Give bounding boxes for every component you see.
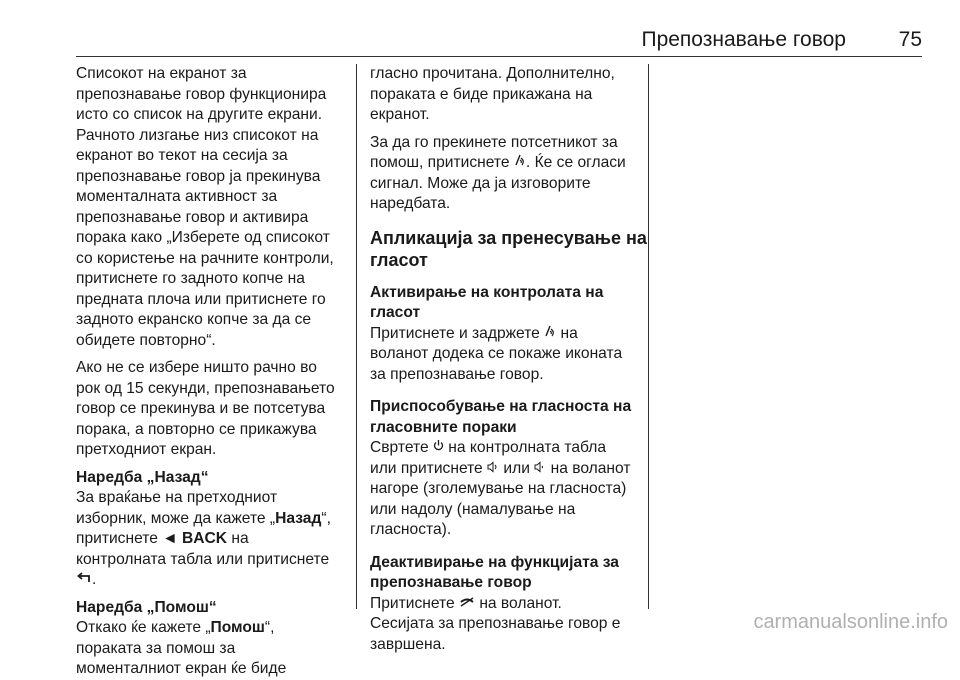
text-span: на контролната табла (443, 439, 606, 456)
text-line: гласноста). (370, 521, 452, 538)
help-command-heading: Наредба „Помош“ (76, 598, 217, 616)
text-line: воланот додека се покаже иконата (370, 345, 623, 362)
voice-icon (514, 153, 526, 174)
paragraph (76, 358, 352, 461)
activate-heading (370, 283, 646, 324)
text-span: притиснете (76, 530, 163, 547)
keyword-back: Назад (275, 509, 322, 527)
text-line: нагоре (зголемување на гласноста) (370, 480, 627, 497)
text-line (370, 153, 646, 174)
text-span: Откако ќе кажете „ (76, 619, 211, 636)
text-line: екранот во текот на сесија за (76, 147, 288, 164)
back-command-heading: Наредба „Назад“ (76, 468, 209, 486)
text-line: завршена. (370, 635, 446, 653)
text-line: порака како „Изберете од списокот (76, 229, 330, 246)
back-arrow-icon (76, 570, 92, 591)
text-span: на (556, 324, 578, 342)
heading-line: гласот (370, 249, 428, 270)
heading-line: Апликација за пренесување на (370, 227, 647, 248)
text-span: . Ќе се огласи (525, 154, 626, 171)
text-span: помош, притиснете (370, 154, 514, 171)
text-line (370, 594, 646, 615)
paragraph (76, 64, 352, 351)
column-divider (356, 64, 357, 609)
text-line: наредбата. (370, 195, 451, 212)
paragraph (370, 594, 646, 656)
text-span: Притиснете и задржете (370, 324, 545, 342)
text-line: обидете повторно“. (76, 331, 216, 349)
volume-up-icon (487, 459, 499, 480)
text-line: моменталниот екран ќе биде (76, 660, 287, 677)
text-line: препознавање говор и активира (76, 208, 309, 226)
text-line: препознавање говор функционира (76, 85, 327, 103)
text-line: препознавање говор ја прекинува (76, 167, 321, 185)
text-line: предната плоча или притиснете го (76, 290, 326, 308)
text-line: или надолу (намалување на (370, 500, 576, 518)
paragraph (370, 64, 646, 126)
text-line: За враќање на претходниот (76, 489, 278, 506)
text-line (370, 438, 646, 459)
power-knob-icon (433, 438, 444, 459)
text-line: моменталната активност за (76, 188, 278, 205)
back-button-label: ◄ BACK (162, 530, 228, 547)
text-span: на воланот. (474, 594, 562, 612)
text-span: “, (264, 619, 275, 636)
text-span: изборник, може да кажете „ (76, 509, 276, 527)
keyword-help: Помош (210, 619, 265, 636)
text-span: Притиснете (370, 594, 459, 612)
text-span: или (499, 459, 535, 477)
text-line (76, 509, 352, 530)
page-title: Препознавање говор (641, 28, 846, 51)
text-line: притиснете го задното копче на (76, 270, 305, 287)
text-line (370, 459, 646, 480)
deactivate-heading (370, 553, 646, 594)
text-line: со користење на рачните контроли, (76, 249, 334, 267)
text-span: Свртете (370, 439, 433, 456)
heading-line: Активирање на контролата на (370, 283, 604, 301)
heading-line: гласовните пораки (370, 418, 517, 436)
text-line (370, 324, 646, 345)
text-line: пораката за помош за (76, 639, 236, 657)
heading-line: Деактивирање на функцијата за (370, 553, 619, 571)
text-line: Ако не се избере ништо рачно во (76, 359, 317, 376)
text-line: претходниот екран. (76, 441, 217, 458)
text-span: на воланот (546, 459, 631, 477)
text-line (76, 529, 352, 550)
text-line: задното екранско копче за да се (76, 311, 312, 328)
end-call-icon (459, 594, 475, 615)
text-line (76, 618, 352, 639)
text-line: За да го прекинете потсетникот за (370, 133, 618, 151)
right-column (370, 64, 646, 655)
voice-icon (544, 324, 556, 345)
paragraph (370, 133, 646, 215)
text-line: пораката е биде прикажана на (370, 85, 593, 103)
page-header (76, 22, 922, 57)
text-line: порака, а повторно се прикажува (76, 420, 317, 438)
section-heading (370, 227, 646, 271)
text-line: Рачното лизгање низ списокот на (76, 126, 319, 144)
text-span: . (92, 571, 97, 588)
text-line: Сесијата за препознавање говор е (370, 615, 621, 632)
text-span: “, (321, 509, 331, 527)
page-number: 75 (898, 28, 922, 51)
text-line: рок од 15 секунди, препознавањето (76, 379, 335, 397)
text-line: исто со список на другите екрани. (76, 106, 323, 123)
paragraph (76, 618, 352, 680)
text-line (76, 570, 352, 591)
adjust-heading (370, 397, 646, 438)
text-line: сигнал. Може да ја изговорите (370, 174, 591, 192)
heading-line: препознавање говор (370, 574, 532, 591)
paragraph (370, 324, 646, 386)
heading-line: Приспособување на гласноста на (370, 398, 632, 415)
text-line: за препознавање говор. (370, 365, 544, 383)
paragraph (370, 438, 646, 541)
text-line: екранот. (370, 106, 430, 123)
text-line: Списокот на екранот за (76, 65, 247, 82)
volume-down-icon (534, 459, 546, 480)
text-line: говор се прекинува и ве потсетува (76, 400, 326, 417)
text-span: или притиснете (370, 459, 488, 477)
heading-line: гласот (370, 304, 421, 321)
column-divider (648, 64, 649, 609)
text-line: контролната табла или притиснете (76, 550, 330, 568)
left-column (76, 64, 352, 680)
text-span: на (227, 530, 249, 547)
text-line: гласно прочитана. Дополнително, (370, 65, 615, 82)
paragraph (76, 488, 352, 591)
watermark: carmanualsonline.info (753, 611, 948, 633)
